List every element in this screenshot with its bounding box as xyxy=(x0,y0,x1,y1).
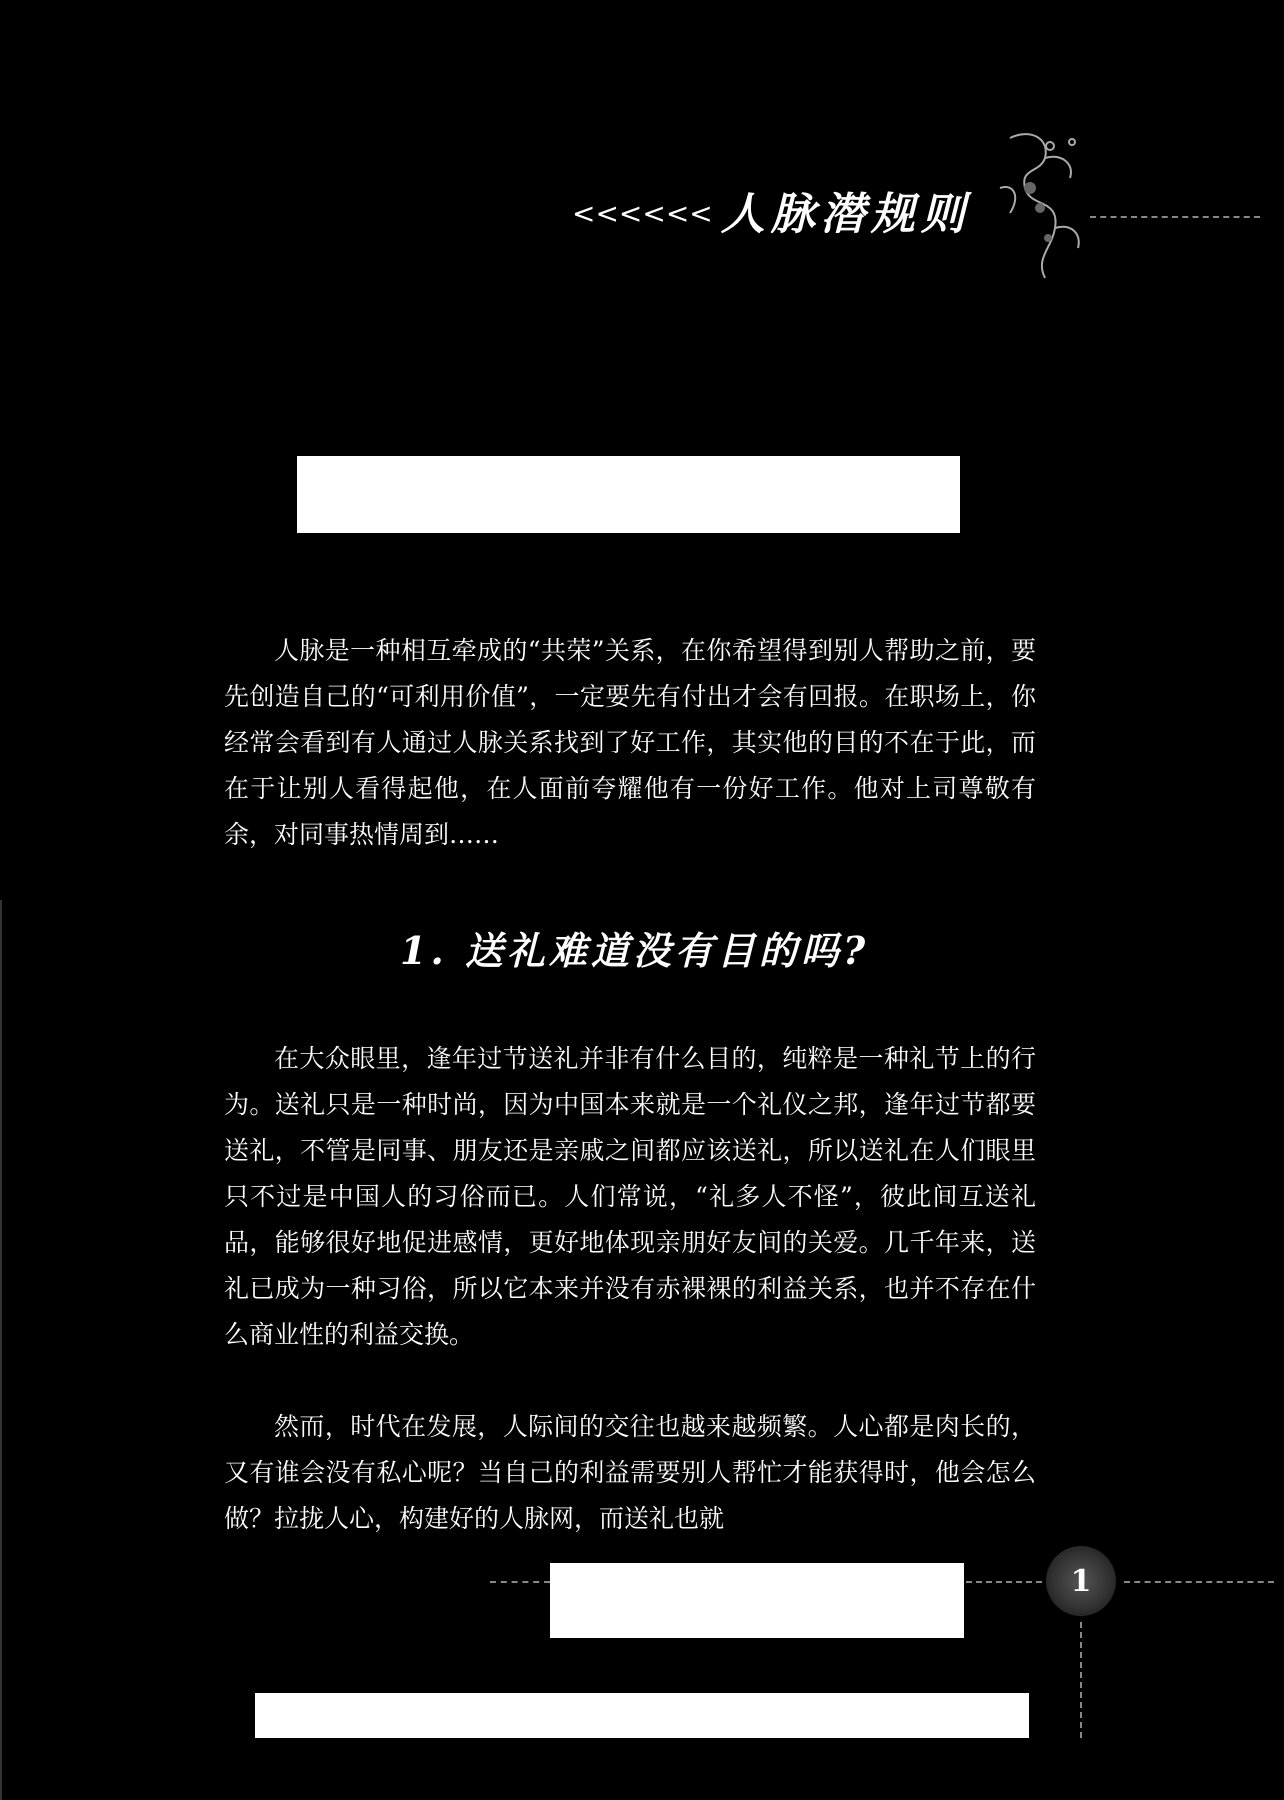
header-dashed-rule xyxy=(1090,216,1260,218)
phoenix-ornament-icon xyxy=(990,128,1090,288)
intro-paragraph: 人脉是一种相互牵成的“共荣”关系，在你希望得到别人帮助之前，要先创造自己的“可利用价值”，一定要先有付出才会有回报。在职场上，你经常会看到有人通过人脉关系找到了好工作，其实他的目的不在于此，而在于让别人看得起他，在人面前夸耀他有一份好工作。他对上司尊敬有余，对同事热情周到…… xyxy=(224,636,1036,849)
footer-dashed-rule xyxy=(1124,1581,1274,1583)
redaction-block-footer xyxy=(550,1563,964,1638)
section-heading: 1. 送礼难道没有目的吗? xyxy=(400,928,870,973)
body-paragraph: 在大众眼里，逢年过节送礼并非有什么目的，纯粹是一种礼节上的行为。送礼只是一种时尚，因为中国本来就是一个礼仪之邦，逢年过节都要送礼，不管是同事、朋友还是亲戚之间都应该送礼，所以送礼在人们眼里只不过是中国人的习俗而已。人们常说，“礼多人不怪”，彼此间互送礼品，能够很好地促进感情，更好地体现亲朋好友间的关爱。几千年来，送礼已成为一种习俗，所以它本来并没有赤裸裸的利益关系，也并不存在什么商业性的利益交换。 xyxy=(224,1044,1036,1349)
header-title: 人脉潜规则 xyxy=(720,189,971,240)
footer-dashed-rule xyxy=(966,1581,1042,1583)
body-paragraph: 然而，时代在发展，人际间的交往也越来越频繁。人心都是肉长的，又有谁会没有私心呢？当自己的利益需要别人帮忙才能获得时，他会怎么做？拉拢人心，构建好的人脉网，而送礼也就 xyxy=(224,1412,1036,1533)
running-header xyxy=(572,178,971,242)
header-chevrons: <<<<<< xyxy=(572,197,713,230)
footer-dashed-rule xyxy=(490,1581,550,1583)
redaction-block-title xyxy=(297,456,960,533)
footer-vertical-dashed-rule xyxy=(1080,1622,1082,1738)
page-number: 1 xyxy=(1070,1563,1092,1599)
page-edge-rule xyxy=(0,900,2,1800)
page-number-badge xyxy=(1046,1546,1116,1616)
redaction-block-bottom xyxy=(255,1693,1029,1738)
